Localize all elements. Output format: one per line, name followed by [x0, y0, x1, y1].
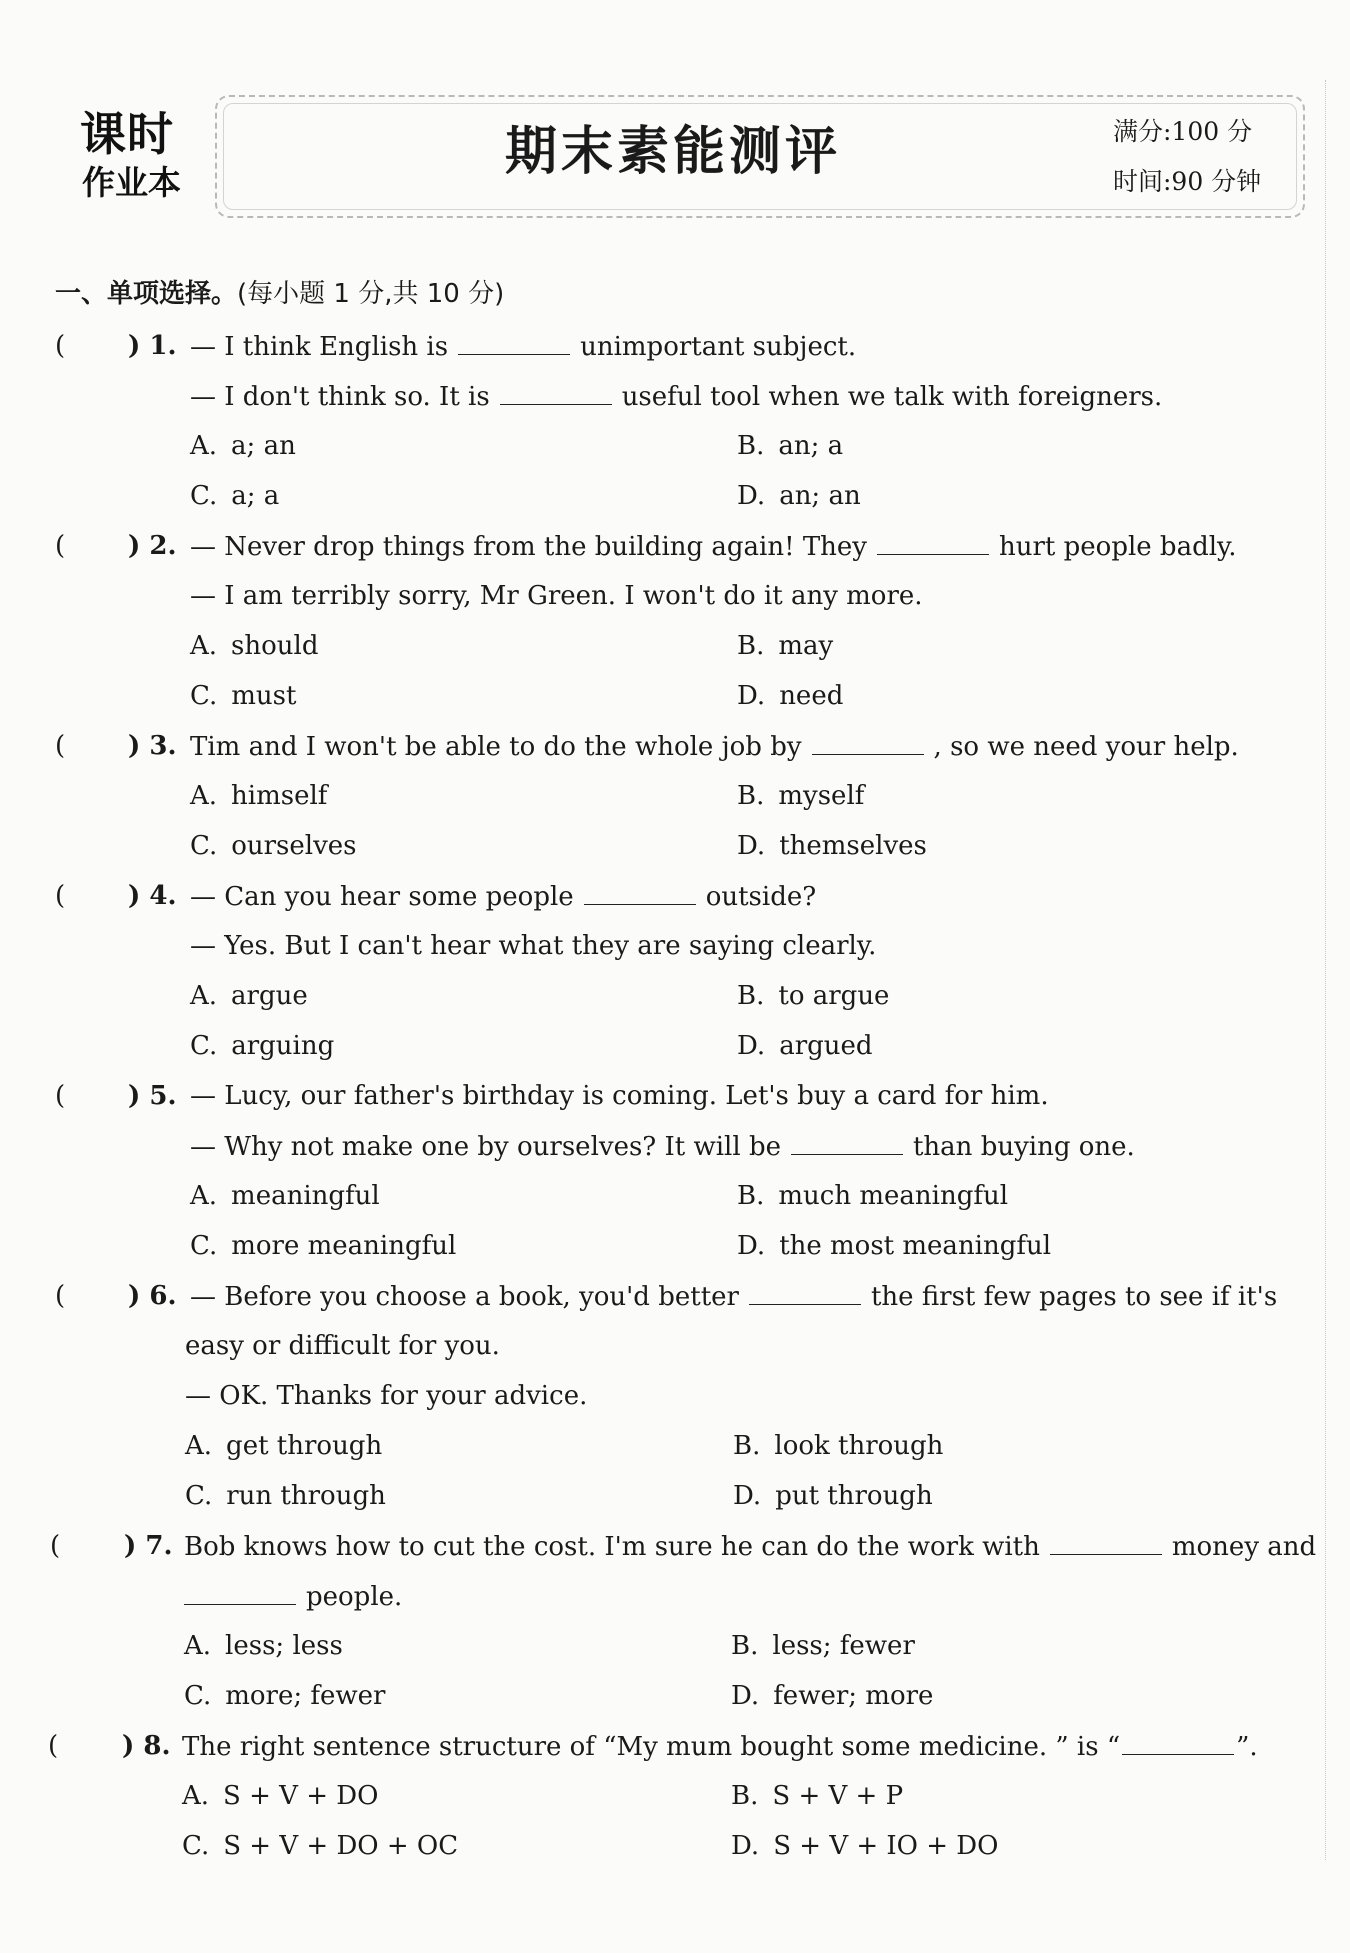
question-line	[184, 1528, 1316, 1565]
option-text: arguing	[231, 1031, 335, 1061]
option-letter: A.	[190, 1181, 218, 1211]
question-text: — Can you hear some people	[190, 882, 574, 912]
option-letter: B.	[733, 1431, 761, 1461]
answer-paren[interactable]: (	[55, 881, 66, 911]
option-text: must	[231, 681, 297, 711]
option-letter: B.	[737, 631, 765, 661]
option-d[interactable]	[731, 1828, 998, 1864]
option-letter: B.	[731, 1631, 759, 1661]
question-text: money and	[1171, 1532, 1317, 1562]
answer-paren[interactable]: (	[55, 331, 66, 361]
question-text: The right sentence structure of “My mum bought some medicine. ” is “	[182, 1732, 1121, 1762]
answer-blank[interactable]	[877, 528, 989, 555]
option-text: put through	[775, 1481, 933, 1511]
question-line: — Lucy, our father's birthday is coming. Let's buy a card for him.	[190, 1081, 1049, 1111]
option-b[interactable]	[731, 1628, 915, 1664]
option-b[interactable]	[733, 1428, 943, 1464]
option-b[interactable]	[737, 628, 833, 664]
option-text: themselves	[779, 831, 927, 861]
option-text: to argue	[778, 981, 890, 1011]
question-text: — Never drop things from the building again! They	[190, 532, 867, 562]
answer-paren[interactable]: (	[55, 731, 66, 761]
option-a[interactable]	[190, 428, 296, 464]
question-text: — Before you choose a book, you'd better	[190, 1282, 739, 1312]
option-d[interactable]	[731, 1678, 933, 1714]
option-letter: C.	[190, 831, 218, 861]
answer-paren[interactable]: (	[55, 531, 66, 561]
question-line	[190, 878, 816, 915]
answer-blank[interactable]	[812, 728, 924, 755]
option-letter: D.	[733, 1481, 762, 1511]
option-letter: D.	[737, 1231, 766, 1261]
option-b[interactable]	[737, 428, 843, 464]
option-letter: B.	[731, 1781, 759, 1811]
logo-line-1: 课时	[80, 107, 174, 161]
option-text: more; fewer	[225, 1681, 386, 1711]
option-text: run through	[226, 1481, 386, 1511]
option-text: a; a	[231, 481, 280, 511]
option-text: less; less	[225, 1631, 343, 1661]
question-text: Bob knows how to cut the cost. I'm sure he can do the work with	[184, 1532, 1040, 1562]
logo-line-2: 作业本	[82, 163, 181, 202]
question-line: easy or difficult for you.	[185, 1331, 500, 1361]
page-title: 期末素能测评	[505, 121, 842, 182]
option-a[interactable]	[182, 1778, 378, 1814]
option-d[interactable]	[737, 478, 861, 514]
option-c[interactable]	[190, 1028, 334, 1064]
option-c[interactable]	[190, 678, 296, 714]
option-a[interactable]	[190, 978, 308, 1014]
answer-paren[interactable]: (	[55, 1281, 66, 1311]
option-text: S + V + DO	[223, 1781, 379, 1811]
option-letter: A.	[184, 1631, 212, 1661]
question-number: ) 2.	[128, 531, 177, 561]
option-text: the most meaningful	[779, 1231, 1052, 1261]
answer-blank[interactable]	[791, 1128, 903, 1155]
question-number: ) 8.	[122, 1731, 171, 1761]
option-b[interactable]	[737, 778, 864, 814]
option-c[interactable]	[190, 1228, 456, 1264]
full-score: 满分:100 分	[1113, 117, 1253, 146]
answer-blank[interactable]	[458, 328, 570, 355]
section-heading	[55, 276, 504, 312]
option-letter: A.	[190, 781, 218, 811]
option-text: get through	[226, 1431, 383, 1461]
option-letter: D.	[731, 1681, 760, 1711]
question-text: Tim and I won't be able to do the whole job by	[190, 732, 802, 762]
option-letter: B.	[737, 1181, 765, 1211]
question-text: hurt people badly.	[999, 532, 1237, 562]
option-b[interactable]	[737, 978, 889, 1014]
option-text: less; fewer	[772, 1631, 915, 1661]
option-letter: D.	[737, 1031, 766, 1061]
option-letter: C.	[190, 681, 218, 711]
option-c[interactable]	[182, 1828, 458, 1864]
option-b[interactable]	[731, 1778, 903, 1814]
option-c[interactable]	[190, 828, 357, 864]
question-number: ) 3.	[128, 731, 177, 761]
option-a[interactable]	[190, 778, 327, 814]
option-text: ourselves	[231, 831, 357, 861]
option-text: much meaningful	[778, 1181, 1009, 1211]
option-a[interactable]	[185, 1428, 382, 1464]
question-line	[182, 1728, 1258, 1765]
option-a[interactable]	[184, 1628, 343, 1664]
option-letter: C.	[182, 1831, 210, 1861]
option-letter: A.	[182, 1781, 210, 1811]
question-text: the first few pages to see if it's	[870, 1282, 1278, 1312]
option-letter: B.	[737, 981, 765, 1011]
option-text: meaningful	[231, 1181, 380, 1211]
option-letter: C.	[185, 1481, 213, 1511]
option-d[interactable]	[737, 1228, 1051, 1264]
option-c[interactable]	[190, 478, 279, 514]
question-text: unimportant subject.	[580, 332, 857, 362]
option-text: an; an	[779, 481, 861, 511]
page-edge-rule	[1325, 80, 1326, 1860]
question-line	[190, 328, 856, 365]
question-line	[190, 528, 1237, 565]
option-letter: A.	[190, 631, 218, 661]
option-letter: C.	[184, 1681, 212, 1711]
answer-paren[interactable]: (	[50, 1531, 61, 1561]
option-a[interactable]	[190, 628, 319, 664]
option-d[interactable]	[737, 1028, 873, 1064]
answer-paren[interactable]: (	[48, 1731, 59, 1761]
section-title: 一、单项选择。	[55, 279, 238, 309]
option-text: need	[779, 681, 844, 711]
option-letter: D.	[737, 681, 766, 711]
question-line	[190, 378, 1162, 415]
question-text: useful tool when we talk with foreigners.	[621, 382, 1163, 412]
question-line	[190, 1128, 1135, 1165]
option-a[interactable]	[190, 1178, 380, 1214]
option-b[interactable]	[737, 1178, 1008, 1214]
question-text: outside?	[705, 882, 817, 912]
option-letter: B.	[737, 781, 765, 811]
question-number: ) 4.	[128, 881, 177, 911]
question-line	[174, 1578, 402, 1615]
option-d[interactable]	[737, 828, 927, 864]
answer-blank[interactable]	[749, 1278, 861, 1305]
brand-logo	[80, 108, 195, 208]
option-text: fewer; more	[773, 1681, 934, 1711]
option-text: an; a	[778, 431, 844, 461]
question-text: , so we need your help.	[933, 732, 1239, 762]
answer-blank[interactable]	[1122, 1728, 1234, 1755]
question-number: ) 7.	[124, 1531, 173, 1561]
answer-blank[interactable]	[184, 1578, 296, 1605]
option-d[interactable]	[733, 1478, 933, 1514]
option-text: a; an	[231, 431, 296, 461]
option-text: look through	[774, 1431, 944, 1461]
option-letter: D.	[737, 481, 766, 511]
option-text: S + V + DO + OC	[223, 1831, 459, 1861]
option-text: may	[778, 631, 834, 661]
question-text: than buying one.	[912, 1132, 1135, 1162]
answer-blank[interactable]	[500, 378, 612, 405]
option-text: S + V + P	[772, 1781, 904, 1811]
option-text: argue	[231, 981, 308, 1011]
question-line: — Yes. But I can't hear what they are saying clearly.	[190, 931, 877, 961]
option-letter: C.	[190, 1231, 218, 1261]
option-letter: A.	[190, 431, 218, 461]
option-text: should	[231, 631, 319, 661]
question-line: — I am terribly sorry, Mr Green. I won't do it any more.	[190, 581, 923, 611]
option-text: S + V + IO + DO	[773, 1831, 999, 1861]
question-text: — Why not make one by ourselves? It will be	[190, 1132, 781, 1162]
question-text: ”.	[1236, 1732, 1258, 1762]
question-text: people.	[306, 1582, 403, 1612]
option-letter: A.	[185, 1431, 213, 1461]
answer-blank[interactable]	[1050, 1528, 1162, 1555]
answer-paren[interactable]: (	[55, 1081, 66, 1111]
option-letter: C.	[190, 1031, 218, 1061]
question-text: — I don't think so. It is	[190, 382, 490, 412]
option-c[interactable]	[184, 1678, 385, 1714]
option-letter: D.	[737, 831, 766, 861]
option-c[interactable]	[185, 1478, 386, 1514]
option-letter: A.	[190, 981, 218, 1011]
option-d[interactable]	[737, 678, 843, 714]
option-letter: C.	[190, 481, 218, 511]
section-scoring-note: (每小题 1 分,共 10 分)	[237, 279, 505, 309]
question-number: ) 1.	[128, 331, 177, 361]
question-line	[190, 728, 1239, 765]
answer-blank[interactable]	[584, 878, 696, 905]
option-letter: B.	[737, 431, 765, 461]
question-line	[190, 1278, 1277, 1315]
question-line: — OK. Thanks for your advice.	[185, 1381, 588, 1411]
question-number: ) 5.	[128, 1081, 177, 1111]
question-text: — I think English is	[190, 332, 449, 362]
question-number: ) 6.	[128, 1281, 177, 1311]
option-text: myself	[778, 781, 865, 811]
option-text: himself	[231, 781, 328, 811]
option-letter: D.	[731, 1831, 760, 1861]
time-limit: 时间:90 分钟	[1113, 167, 1262, 196]
option-text: argued	[779, 1031, 873, 1061]
option-text: more meaningful	[231, 1231, 457, 1261]
